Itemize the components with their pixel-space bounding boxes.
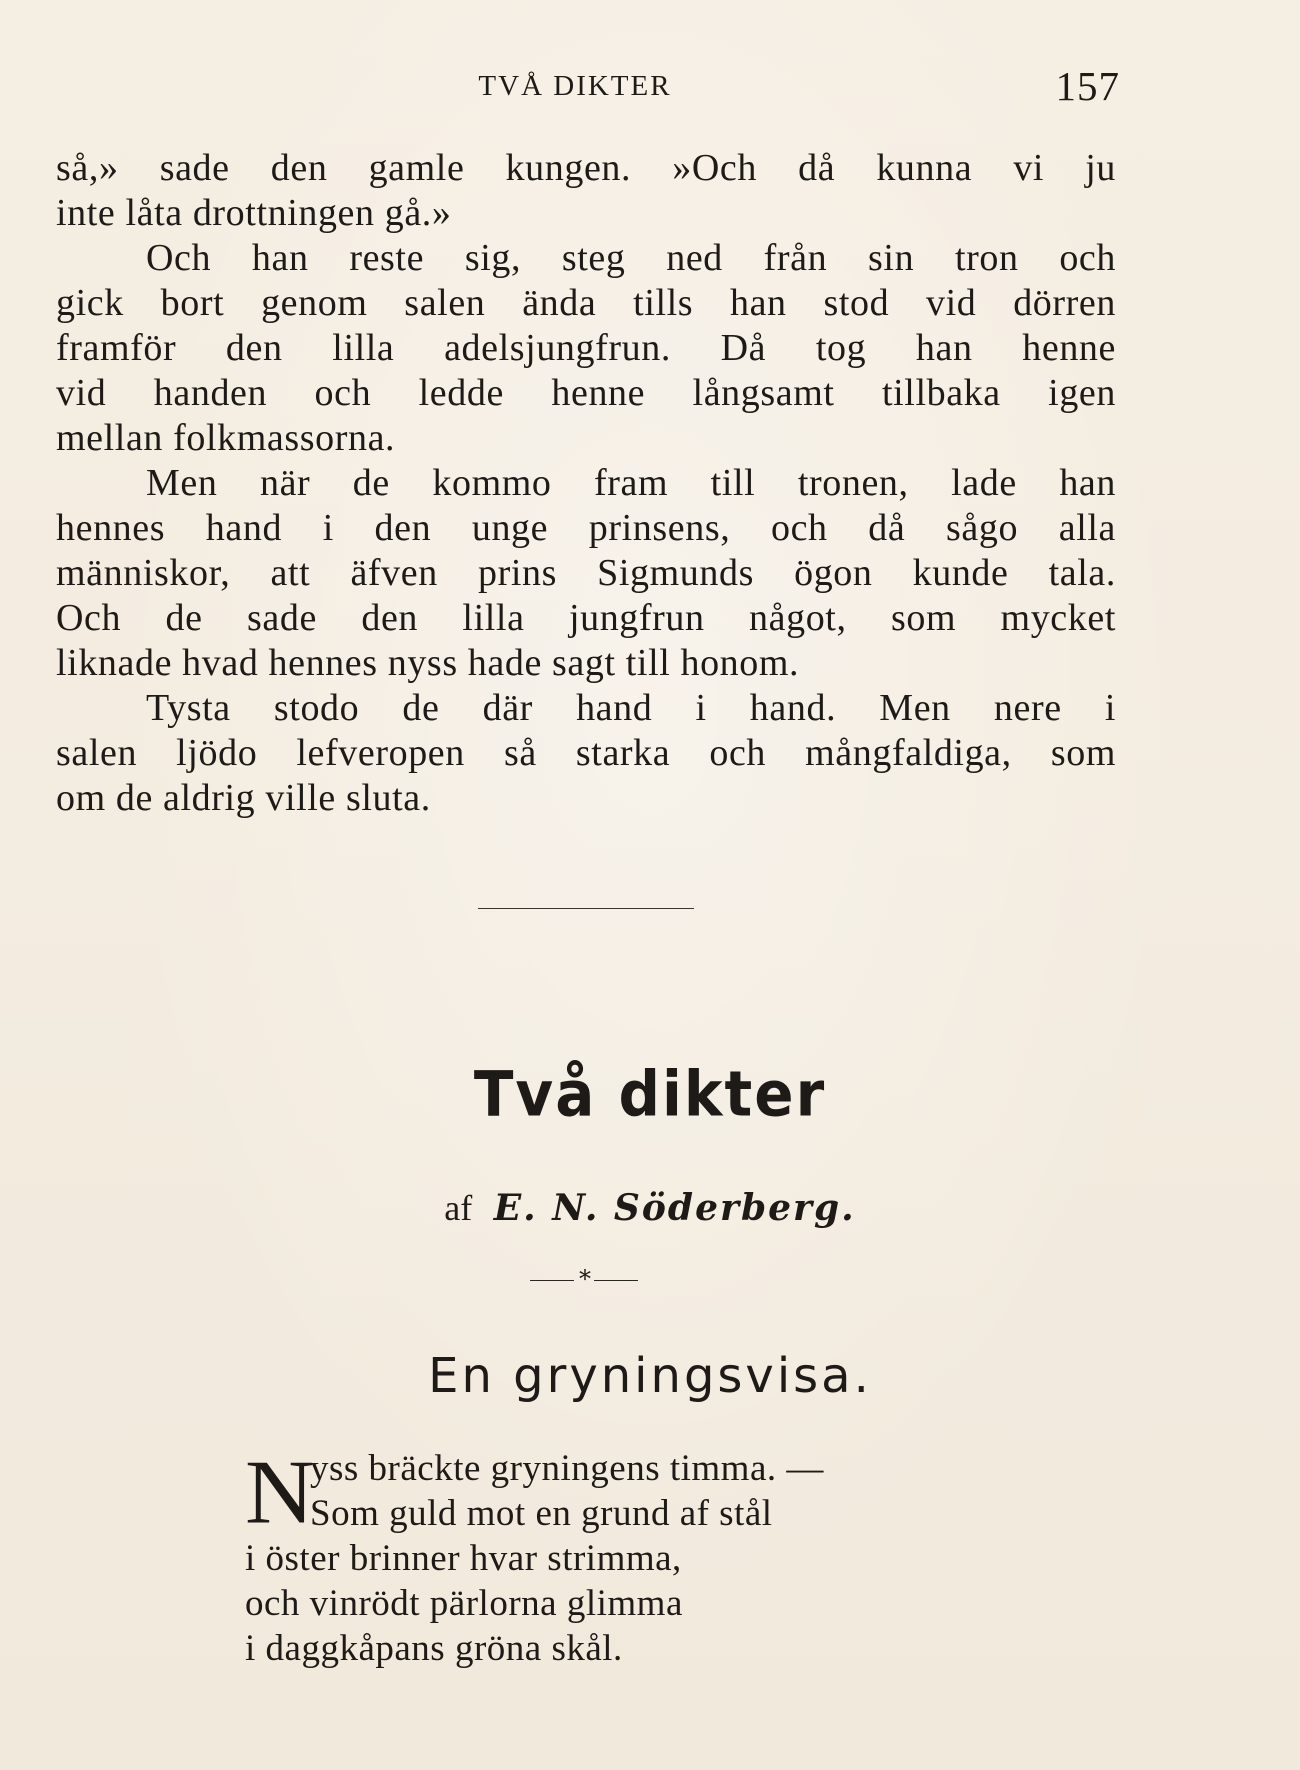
ornament-line-left — [530, 1280, 574, 1281]
ornament-line-right — [594, 1280, 638, 1281]
prose-line: Men när de kommo fram till tronen, lade han — [146, 462, 1116, 504]
verse-line: Som guld mot en grund af stål — [310, 1493, 773, 1534]
verse-line: i daggkåpans gröna skål. — [245, 1628, 623, 1669]
prose-line: Tysta stodo de där hand i hand. Men nere i — [146, 687, 1116, 729]
prose-line: framför den lilla adelsjungfrun. Då tog han henne — [56, 327, 1116, 369]
prose-line: om de aldrig ville sluta. — [56, 777, 431, 819]
verse-line: i öster brinner hvar strimma, — [245, 1538, 682, 1579]
asterisk-icon: * — [579, 1265, 591, 1293]
author-name: E. N. Söderberg. — [493, 1187, 856, 1229]
prose-line: salen ljödo lefveropen så starka och mångfaldiga, som — [56, 732, 1116, 774]
poem-body — [245, 1440, 965, 1671]
asterism-ornament — [530, 1263, 640, 1293]
drop-cap: N — [245, 1440, 315, 1543]
byline — [0, 1187, 1300, 1229]
prose-line: vid handen och ledde henne långsamt tillbaka igen — [56, 372, 1116, 414]
verse-line: yss bräckte gryningens timma. — — [310, 1448, 824, 1489]
prose-line: gick bort genom salen ända tills han stod vid dörren — [56, 282, 1116, 324]
byline-prefix: af — [444, 1188, 473, 1228]
page-number: 157 — [1055, 63, 1120, 109]
prose-line: Och han reste sig, steg ned från sin tron och — [146, 237, 1116, 279]
prose-text — [56, 146, 1116, 821]
running-title: TVÅ DIKTER — [478, 70, 672, 102]
prose-line: människor, att äfven prins Sigmunds ögon kunde tala. — [56, 552, 1116, 594]
verse-line: och vinrödt pärlorna glimma — [245, 1583, 683, 1624]
prose-line: Och de sade den lilla jungfrun något, som mycket — [56, 597, 1116, 639]
prose-line: mellan folkmassorna. — [56, 417, 396, 459]
prose-line: inte låta drottningen gå.» — [56, 192, 452, 234]
prose-line: hennes hand i den unge prinsens, och då sågo alla — [56, 507, 1116, 549]
poem-subtitle: En gryningsvisa. — [428, 1348, 872, 1404]
section-divider — [478, 908, 694, 909]
running-head — [0, 64, 1300, 108]
poem-title: Två dikter — [473, 1057, 827, 1131]
prose-line: så,» sade den gamle kungen. »Och då kunna vi ju — [56, 147, 1116, 189]
prose-line: liknade hvad hennes nyss hade sagt till honom. — [56, 642, 800, 684]
